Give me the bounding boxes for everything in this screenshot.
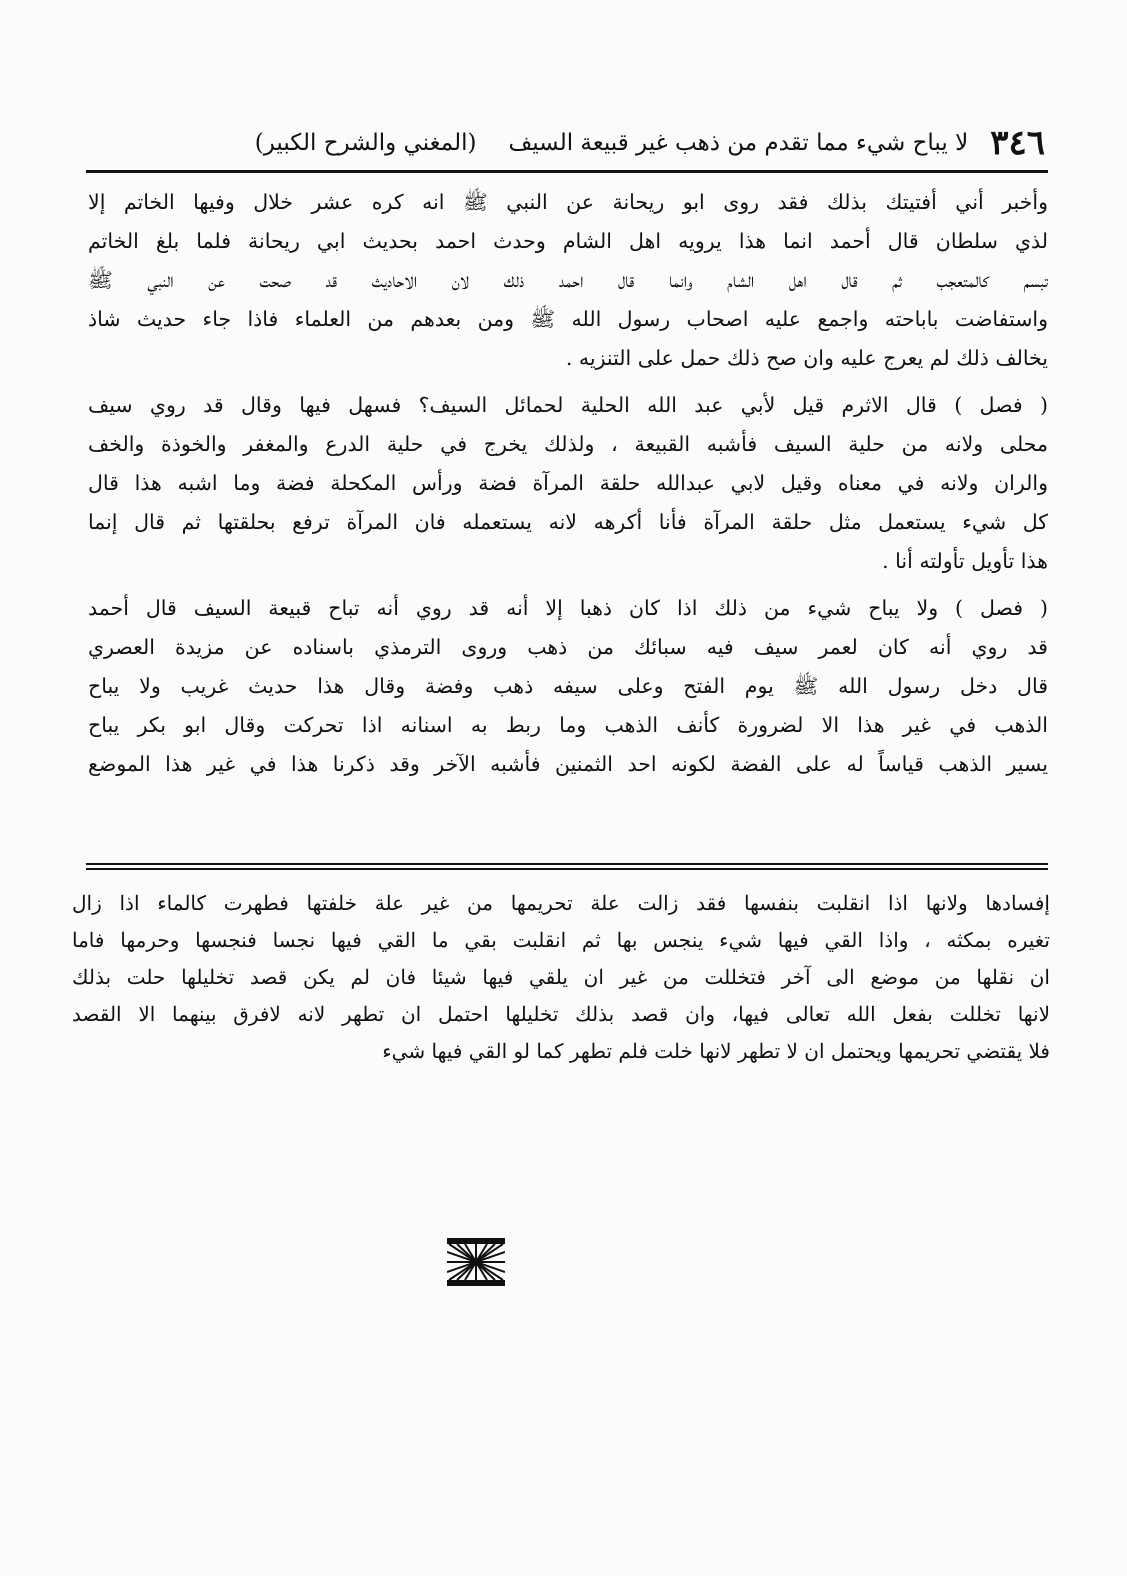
footnote-separator xyxy=(86,863,1048,870)
text-line: ( فصل ) قال الاثرم قيل لأبي عبد الله الحلية لحمائل السيف؟ فسهل فيها وقال قد روي سيف xyxy=(88,393,1048,417)
page-number: ٣٤٦ xyxy=(990,123,1045,163)
text-line: قال دخل رسول الله ﷺ يوم الفتح وعلى سيفه ذهب وفضة وقال هذا حديث غريب ولا يباح xyxy=(88,674,1048,698)
text-line: لذي سلطان قال أحمد انما هذا يرويه اهل الشام وحدث احمد بحديث ابي ريحانة فلما بلغ الخاتم xyxy=(88,229,1048,253)
text-line: قد روي أنه كان لعمر سيف فيه سبائك من ذهب وروى الترمذي باسناده عن مزيدة العصري xyxy=(88,635,1048,659)
text-line: وأخبر أني أفتيتك بذلك فقد روى ابو ريحانة عن النبي ﷺ انه كره عشر خلال وفيها الخاتم إلا xyxy=(88,190,1048,214)
end-ornament-icon xyxy=(447,1238,505,1286)
text-line: ( فصل ) ولا يباح شيء من ذلك اذا كان ذهبا إلا أنه قد روي أنه تباح قبيعة السيف قال أحمد xyxy=(88,596,1048,620)
text-line: والران ولانه في معناه وقيل لابي عبدالله حلقة المرآة فضة ورأس المكحلة فضة وما اشبه هذا قال xyxy=(88,471,1048,495)
text-line: الذهب في غير هذا الا لضرورة كأنف الذهب وما ربط به اسنانه اذا تحركت وقال ابو بكر يباح xyxy=(88,713,1048,737)
page-header xyxy=(90,118,1045,168)
text-line: محلى ولانه من حلية السيف فأشبه القبيعة ، ولذلك يخرج في حلية الدرع والمغفر والخوذة والخف xyxy=(88,432,1048,456)
footnote-line: إفسادها ولانها اذا انقلبت بنفسها فقد زالت علة تحريمها من غير علة خلفتها فطهرت كالماء اذا زال xyxy=(72,891,1050,915)
text-line: هذا تأويل تأولته أنا . xyxy=(882,549,1048,573)
main-text xyxy=(88,183,1048,784)
text-line: يخالف ذلك لم يعرج عليه وان صح ذلك حمل على التنزيه . xyxy=(565,346,1048,370)
footnote-line: فلا يقتضي تحريمها ويحتمل ان لا تطهر لانها خلت فلم تطهر كما لو القي فيها شيء xyxy=(382,1039,1050,1063)
text-line: كل شيء يستعمل مثل حلقة المرآة فأنا أكرهه لانه يستعمله فان المرآة ترفع بحلقتها ثم قال إنما xyxy=(88,510,1048,534)
header-rule xyxy=(86,170,1048,173)
footnote-line: لانها تخللت بفعل الله تعالى فيها، وان قصد بذلك تخليلها احتمل ان تطهر لانه لافرق بينهما الا القصد xyxy=(72,1002,1050,1026)
book-title: (المغني والشرح الكبير) xyxy=(254,130,477,156)
footnote-line: ان نقلها من موضع الى آخر فتخللت من غير ان يلقي فيها شيئا فان لم يكن قصد تخليلها حلت بذلك xyxy=(72,965,1050,989)
footnote-text xyxy=(72,885,1050,1070)
section-title: لا يباح شيء مما تقدم من ذهب غير قبيعة السيف xyxy=(508,130,969,156)
text-line: واستفاضت باباحته واجمع عليه اصحاب رسول الله ﷺ ومن بعدهم من العلماء فاذا جاء حديث شاذ xyxy=(88,307,1048,331)
footnote-line: تغيره بمكثه ، واذا القي فيها شيء ينجس بها ثم انقلبت بقي ما القي فيها نجسا فنجسها وحرمها فاما xyxy=(72,928,1050,952)
text-line: تبسم كالمتعجب ثم قال اهل الشام وانما قال احمد ذلك لان الاحاديث قد صحت عن النبي ﷺ xyxy=(88,268,1048,292)
text-line: يسير الذهب قياساً له على الفضة لكونه احد الثمنين فأشبه الآخر وقد ذكرنا هذا في غير هذا الموضع xyxy=(88,752,1048,776)
